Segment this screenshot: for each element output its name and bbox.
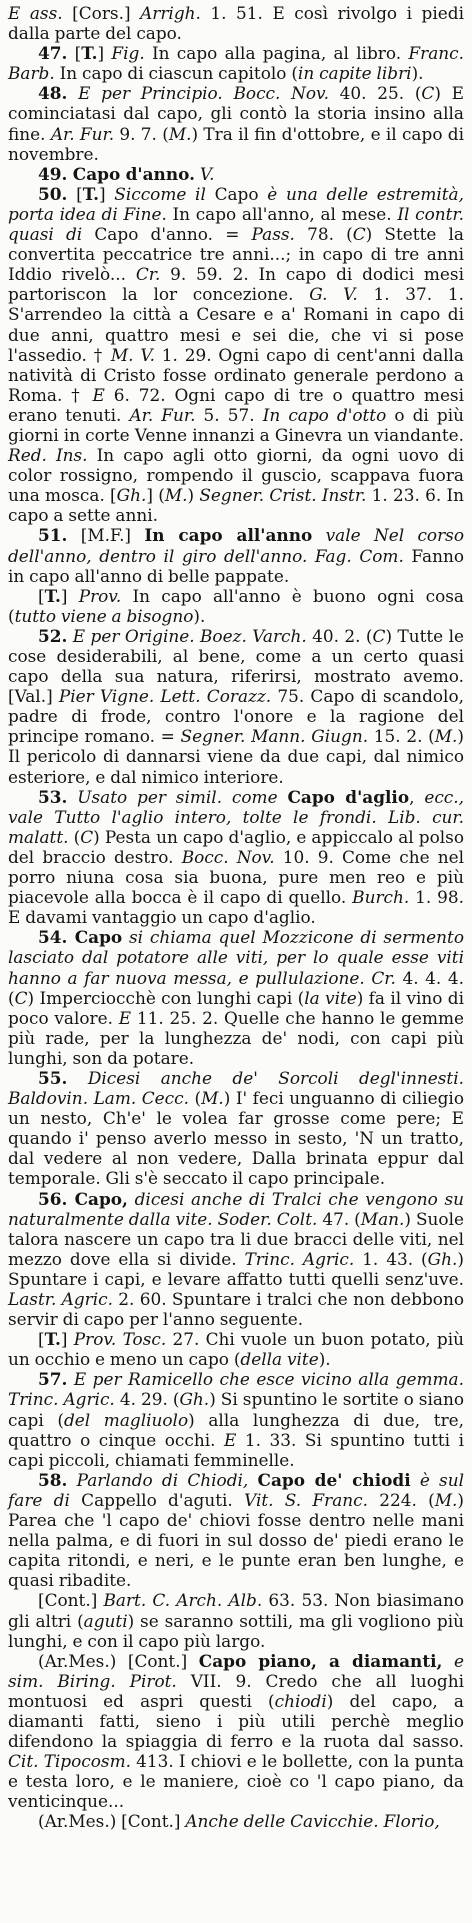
entry-text: 9. 59. 2. In capo di dodici mesi partoriscon la lor concezione. [8, 264, 464, 305]
entry-text: Gh. [179, 1389, 210, 1410]
entry-text [122, 927, 129, 947]
entry-e58c [8, 1651, 464, 1812]
entry-text: 413. I chiovi e le bollette, con la punta e testa loro, e le maniere, cioè co 'l capo piano, da venticinque... [8, 1751, 464, 1812]
entry-text: è una delle estremità, porta idea di Fine. [8, 183, 464, 224]
entry-text [128, 1189, 135, 1209]
entry-text: chiodi [274, 1690, 327, 1711]
entry-text: e sim. Biring. Pirot. [8, 1650, 465, 1691]
entry-text: 10. 9. Come che nel porro niuna cosa sia buona, pure men reo e più piacevole alla bocca è il capo di quello. [8, 846, 464, 908]
entry-text: C [14, 987, 28, 1008]
entry-text: ] [98, 183, 115, 204]
entry-text: 47. [38, 43, 68, 64]
entry-e53 [8, 787, 464, 928]
entry-text: 53. [38, 786, 68, 807]
entry-text: 1. 98. E davami vantaggio un capo d'aglio. [8, 887, 464, 928]
entry-text: ) Tra il fin d'ottobre, e il capo di novembre. [8, 123, 464, 164]
entry-text: 55. [38, 1067, 68, 1088]
entry-e52 [8, 626, 464, 787]
entry-e56b [8, 1329, 464, 1369]
entry-text: ) [187, 485, 200, 506]
entry-text: 63. 53. Non biasimano gli altri ( [8, 1590, 464, 1631]
entry-text: ) Stette la convertita peccatrice tre anni...; in capo di tre anni Iddio rivelò... [8, 224, 464, 285]
entry-text: ) Parea che 'l capo de' chiovi fosse dentro nelle mani nella palma, e di fuori in sul dosso de' piedi erano le capita ritondi, e neri, e le punte eran ben lunghe, e quasi ribadite. [8, 1489, 465, 1591]
entry-text: In capo agli otto giorni, da ogni uovo di color rossigno, rompendo il guscio, scappava fuora una mosca. [ [8, 445, 464, 506]
entry-e50 [8, 184, 464, 526]
entry-text: 40. 2. ( [306, 625, 373, 646]
entry-text: 54. Capo [38, 927, 123, 948]
entry-text: Franc. Barb. [8, 43, 464, 84]
entry-text: [ [38, 1329, 45, 1350]
entry-text: ( [68, 826, 81, 847]
entry-text: C [80, 826, 94, 847]
entry-text: In capo d'otto [262, 404, 387, 425]
entry-e57 [8, 1369, 464, 1469]
entry-e51 [8, 525, 464, 585]
entry-text: In capo alla pagina, al libro. [144, 43, 409, 64]
entry-text: C [372, 625, 386, 646]
entry-text [312, 525, 325, 545]
entry-text: VII. 9. Credo che all luoghi montuosi ed aspri questi ( [8, 1670, 464, 1711]
entry-text: è sul fare di [8, 1469, 464, 1510]
entry-e58 [8, 1470, 464, 1591]
entry-e-cont [8, 3, 464, 43]
entry-text: 78. ( [294, 224, 353, 245]
entry-text: 40. 25. ( [328, 83, 422, 104]
entry-text: vale Nel corso dell'anno, dentro il giro dell'anno. Fag. Com. [8, 525, 465, 566]
entry-text: ] [60, 1329, 74, 1350]
entry-text: Pass. [251, 224, 295, 245]
entry-e49 [8, 164, 464, 184]
entry-text: 2. 60. Spuntare i tralci che non debbono servir di capo per l'anno seguente. [8, 1289, 464, 1330]
entry-text: E [92, 384, 105, 405]
entry-text: 58. [38, 1469, 68, 1490]
entry-text: tutto viene a bisogno [14, 605, 194, 626]
entry-text: [Cors.] [62, 3, 141, 23]
entry-text: 1. 51. E così rivolgo i piedi dalla parte del capo. [8, 3, 464, 44]
entry-text: si chiama quel Mozzicone di sermento lasciato dal potatore alle viti, per lo quale esse viti hanno a far nuova messa, e pullulazione. Cr. [8, 927, 465, 988]
entry-text: Capo piano, a diamanti, [198, 1650, 443, 1671]
entry-text: 75. Capo di scandolo, padre di frode, contro l'onore e la ragione del principe romano. = [8, 686, 464, 747]
entry-text: Prov. Tosc. [73, 1329, 167, 1350]
entry-text: Siccome il [114, 183, 206, 204]
entry-text: E per Origine. Boez. Varch. [72, 625, 307, 646]
entry-text: T. [44, 585, 61, 606]
entry-text: Parlando di Chiodi, [76, 1469, 249, 1490]
entry-text: 11. 25. 2. Quelle che hanno le gemme più rade, per la lunghezza de' nodi, con capi più lunghi, son da potare. [8, 1007, 464, 1068]
entry-text: Dicesi anche de' Sorcoli degl'innesti. Baldovin. Lam. Cecc. [8, 1067, 464, 1109]
entry-e51b [8, 586, 464, 626]
entry-e47 [8, 43, 464, 83]
entry-text: 27. Chi vuole un buon potato, più un occhio e meno un capo ( [8, 1329, 464, 1370]
entry-text: (Ar.Mes.) [Cont.] [38, 1650, 199, 1671]
entry-text: T. [44, 1329, 61, 1350]
entry-text: ). [411, 63, 424, 84]
entry-text: Gh. [427, 1248, 458, 1269]
entry-text: 15. 2. ( [368, 726, 435, 747]
entry-text: Red. Ins. [8, 445, 88, 466]
entry-text: E [224, 1429, 237, 1450]
entry-text: Ar. Fur. [129, 404, 196, 425]
entry-text: Lastr. Agric. [8, 1289, 113, 1309]
entry-text: [M.F.] [67, 525, 145, 546]
entry-text: Man. [360, 1208, 405, 1229]
entry-e54 [8, 927, 464, 1068]
entry-text: 1. 23. 6. In capo a sette anni. [8, 485, 464, 526]
entry-text: 9. 7. ( [114, 123, 169, 144]
entry-text: ) Pesta un capo d'aglio, e appiccalo al polso del braccio destro. [8, 826, 464, 867]
entry-text: 1. 29. Ogni capo di cent'anni dalla natività di Cristo fosse ordinato generale perdono a Roma. † [8, 344, 464, 405]
entry-text: ) Il pericolo di dannarsi viene da due capi, dal nimico esteriore, e dal nimico interiore. [8, 726, 465, 787]
entry-text [248, 1470, 257, 1490]
entry-text: C [421, 83, 435, 104]
entry-text: C [352, 224, 366, 245]
entry-text: [ [67, 183, 83, 204]
entry-text: Il contr. quasi di [8, 203, 464, 245]
entry-text: 56. Capo, [38, 1188, 128, 1209]
entry-text: In capo di ciascun capitolo ( [54, 63, 298, 84]
entry-e55 [8, 1068, 464, 1189]
entry-text: 6. 72. Ogni capo di tre o quattro mesi erano tenuti. [8, 384, 465, 425]
entry-text: T. [82, 183, 99, 204]
entry-text [442, 1651, 454, 1671]
entry-text: 57. [38, 1369, 68, 1390]
entry-text [67, 83, 78, 103]
entry-text: Cr. [135, 264, 161, 285]
entry-text: In capo all'anno [144, 525, 313, 546]
entry-text: Gh. [116, 485, 147, 506]
entry-text [278, 787, 288, 807]
entry-text: Anche delle Cavicchie. Florio, [185, 1811, 440, 1832]
entry-text: ) fa il vino di poco valore. [8, 987, 464, 1028]
entry-text: 1. 43. ( [354, 1248, 428, 1269]
entry-text: ) Suole talora nascere un capo tra li due bracci delle viti, nel mezzo dove ella si divide. [8, 1208, 464, 1269]
entry-text: Capo [205, 183, 268, 204]
entry-text: 52. [38, 625, 68, 646]
entry-text: ] [60, 585, 79, 606]
entry-text: del magliuolo [63, 1409, 189, 1430]
entry-text: 47. ( [317, 1208, 361, 1229]
entry-text: la vite [304, 987, 357, 1008]
entry-text: Prov. [78, 585, 122, 606]
entry-text: o di più giorni in corte Venne innanzi a Ginevra un viandante. [8, 404, 464, 445]
entry-text: Fig. [111, 43, 145, 64]
entry-text [411, 1470, 420, 1490]
entry-text: 50. [38, 183, 68, 204]
entry-text: ) I' feci unguanno di ciliegio un nesto, Ch'e' le volea far grosse come pere; E quando i' penso averlo messo in sesto, 'N un tratto, dal vedere al non vedere, Dalla brinata eppur dal temporale. Gli s'è seccato il capo principale. [8, 1088, 464, 1189]
entry-text: ecc., vale Tutto l'aglio intero, tolte le frondi. Lib. cur. malatt. [8, 786, 464, 847]
entry-text: Bart. C. Arch. Alb. [103, 1590, 263, 1611]
entry-text: [ [67, 43, 82, 64]
entry-e58d [8, 1811, 464, 1831]
entry-text [67, 787, 77, 807]
entry-text: ). [318, 1349, 331, 1370]
entry-text: 48. [38, 83, 68, 104]
entry-text: M. [434, 726, 458, 747]
entry-text: 1. 37. 1. S'arrendeo la città a Cesare e a' Romani in capo di due anni, quattro mesi e sei die, che vi si pose l'assedio. † [8, 284, 464, 365]
entry-text: M. [164, 485, 188, 506]
entry-text: ) Spuntare i capi, e levare affatto tutti quelli senz'uve. [8, 1248, 464, 1289]
entry-text: M. [201, 1088, 224, 1109]
entry-text: ] ( [146, 485, 165, 506]
entry-text: dicesi anche di Tralci che vengono su naturalmente dalla vite. Soder. Colt. [8, 1188, 464, 1229]
entry-text: ) se saranno sottili, ma gli vogliono più lunghi, e con il capo più largo. [8, 1610, 464, 1651]
entry-text: M. [434, 1489, 458, 1510]
entry-text: Vit. S. Franc. [244, 1489, 368, 1510]
entry-text: ) Si spuntino le sortite o siano capi ( [8, 1389, 464, 1430]
entry-text: 4. 29. ( [114, 1389, 180, 1410]
entry-text: Cappello d'aguti. [69, 1489, 245, 1510]
entry-text: M. [168, 123, 192, 144]
entry-text: Pier Vigne. Lett. Corazz. [58, 686, 272, 707]
entry-text: V. [199, 163, 215, 184]
entry-text: Arrigh. [140, 3, 201, 23]
entry-text: Segner. Crist. Instr. [199, 485, 367, 506]
entry-text: Cit. Tipocosm. [8, 1751, 131, 1772]
entry-text: ) alla lunghezza di due, tre, quattro o cinque occhi. [8, 1409, 465, 1450]
entry-text: ( [188, 1088, 202, 1109]
entry-text: M. V. [110, 344, 155, 365]
entry-text: In capo all'anno è buono ogni cosa ( [8, 585, 464, 626]
entry-text: [Cont.] [38, 1590, 104, 1611]
entry-text: ) E cominciatasi dal capo, gli contò la storia insino alla fine. [8, 83, 464, 144]
entry-e58b [8, 1590, 464, 1650]
entry-text: E ass. [8, 3, 63, 23]
entry-text: 224. ( [368, 1489, 435, 1510]
entry-text: E per Principio. Bocc. Nov. [78, 83, 329, 104]
entry-e48 [8, 83, 464, 163]
entry-text: Fanno in capo all'anno di belle pappate. [8, 545, 464, 586]
entry-text: Trinc. Agric. [244, 1248, 355, 1269]
entry-text: ) Imperciocchè con lunghi capi ( [27, 987, 305, 1008]
entry-text [67, 1470, 76, 1490]
entry-text: ] [97, 43, 112, 64]
entry-text: 1. 33. Si spuntino tutti i capi piccoli, chiamati femminelle. [8, 1429, 465, 1470]
entry-text: ) del capo, a diamanti fatti, sieno i più utili perchè meglio difendono la spiaggia di ferro e la ruota dal sasso. [8, 1690, 465, 1752]
entry-text: 51. [38, 525, 68, 546]
entry-text: Capo d'aglio [287, 786, 410, 807]
entry-text: ) Tutte le cose desiderabili, al bene, come a un certo quasi capo della sua natura, riferirsi, mostrato avemo. [Val.] [8, 625, 464, 707]
entry-text: della vite [240, 1349, 319, 1370]
entry-text: G. V. [309, 284, 358, 305]
entry-text: aguti [83, 1610, 128, 1631]
entry-text: 4. 4. 4. ( [8, 967, 464, 1008]
entry-text: Capo d'anno. = [82, 224, 252, 245]
entry-text: 49. Capo d'anno. [38, 163, 195, 184]
entry-text: 5. 57. [195, 404, 263, 425]
entry-text: Burch. [352, 887, 410, 908]
entry-text [67, 1068, 87, 1088]
entry-text: Bocc. Nov. [181, 846, 275, 867]
entry-text: , [409, 786, 425, 807]
entry-text: Segner. Mann. Giugn. [180, 726, 369, 747]
entry-text: In capo all'anno, al mese. [166, 203, 398, 224]
entry-e56 [8, 1189, 464, 1330]
entry-text: (Ar.Mes.) [Cont.] [38, 1811, 186, 1832]
entry-text: E per Ramicello che esce vicino alla gemma. Trinc. Agric. [8, 1369, 464, 1410]
entry-text: Ar. Fur. [50, 123, 115, 144]
entry-text: in capite libri [297, 63, 412, 84]
entry-text: Usato per simil. come [77, 786, 278, 807]
entry-text: [ [38, 585, 45, 606]
entry-text: ). [193, 605, 206, 626]
entry-text: Capo de' chiodi [257, 1469, 411, 1490]
entry-text: E [118, 1007, 132, 1028]
entry-text: T. [81, 43, 98, 64]
